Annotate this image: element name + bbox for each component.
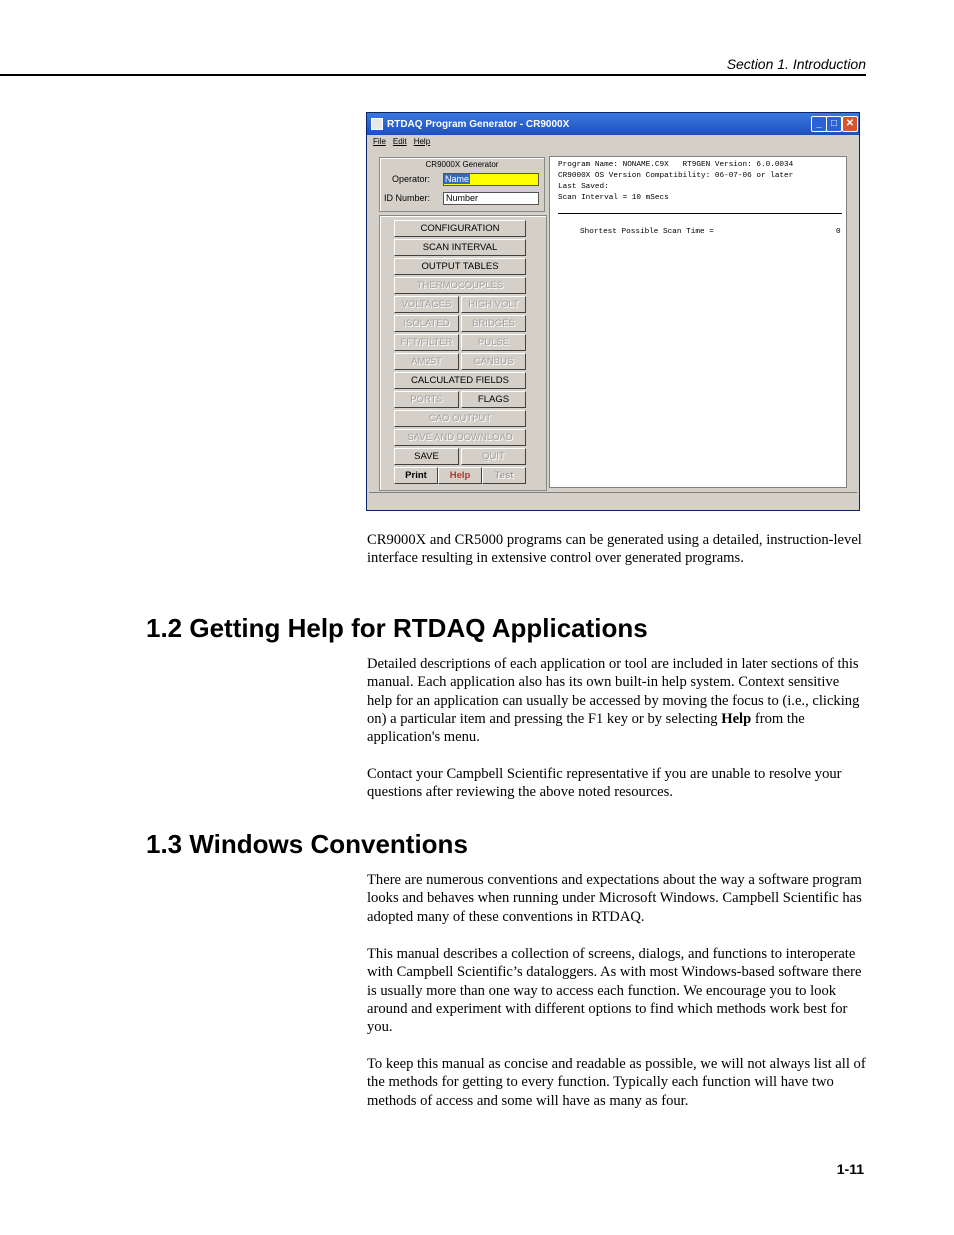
header-rule [0,74,866,76]
status-bar [369,492,857,507]
menu-edit[interactable]: Edit [392,137,407,146]
code-separator [558,213,842,214]
ports-button[interactable]: PORTS [394,391,459,408]
minimize-icon[interactable]: _ [811,116,827,132]
save-button[interactable]: SAVE [394,448,459,465]
quit-button[interactable]: QUIT [461,448,526,465]
generator-panel [379,157,545,481]
flags-button[interactable]: FLAGS [461,391,526,408]
code-line: Last Saved: [558,183,609,191]
window-titlebar [367,113,859,135]
canbus-button[interactable]: CANBUS [461,353,526,370]
menu-file[interactable]: File [373,137,386,146]
pulse-button[interactable]: PULSE [461,334,526,351]
operator-input[interactable] [443,173,539,186]
menubar [367,135,859,148]
fft-filter-button[interactable]: FFT/FILTER [394,334,459,351]
output-tables-button[interactable]: OUTPUT TABLES [394,258,526,275]
cao-output-button[interactable]: CAO OUTPUT [394,410,526,427]
bridges-button[interactable]: BRIDGES [461,315,526,332]
page-number: 1-11 [836,1161,864,1177]
generator-label: CR9000X Generator [425,160,499,169]
maximize-icon[interactable]: □ [826,116,842,132]
test-button[interactable]: Test [482,467,526,484]
generator-info-box [379,157,545,212]
section-1-3-paragraph-3: To keep this manual as concise and readable as possible, we will not always list all of the methods for getting to every function. Typically each function will have two methods of access and some will have as many as four. [367,1056,866,1109]
rtdaq-program-generator-window [366,112,860,511]
section-1-2-heading: 1.2 Getting Help for RTDAQ Applications [146,613,648,643]
save-and-download-button[interactable]: SAVE AND DOWNLOAD [394,429,526,446]
operator-label: Operator: [392,174,431,184]
app-icon [371,118,383,130]
am25t-button[interactable]: AM25T [394,353,459,370]
help-button[interactable]: Help [438,467,482,484]
code-line: Program Name: NONAME.C9X RT9GEN Version: 6.0.0034 [558,161,794,169]
section-1-3-paragraph-2: This manual describes a collection of screens, dialogs, and functions to interoperate with Campbell Scientific’s dataloggers. As with most Windows-based software there is usually more than one way to access each function. We encourage you to look around and experiment with different options to find which methods work best for you. [367,946,862,1036]
running-head: Section 1. Introduction [726,56,866,72]
p1-text-end: from the application's menu. [367,710,805,746]
configuration-button[interactable]: CONFIGURATION [394,220,526,237]
id-number-input[interactable]: Number [443,192,539,205]
high-volt-button[interactable]: HIGH VOLT [461,296,526,313]
program-summary-pane [549,156,847,488]
section-1-2-paragraph-1 [367,655,867,746]
intro-paragraph: CR9000X and CR5000 programs can be generated using a detailed, instruction-level interface resulting in extensive control over generated programs. [367,532,862,567]
scan-time-value: 0 [836,228,841,236]
scan-interval-button[interactable]: SCAN INTERVAL [394,239,526,256]
code-line: CR9000X OS Version Compatibility: 06-07-06 or later [558,172,794,180]
section-1-3-paragraph-1: There are numerous conventions and expectations about the way a software program looks and behaves when running under Microsoft Windows. Campbell Scientific has adopted many of these conventions in RTDAQ. [367,872,862,925]
print-button[interactable]: Print [394,467,438,484]
button-panel [379,215,547,491]
scan-time-label: Shortest Possible Scan Time = [580,228,714,236]
close-icon[interactable]: ✕ [842,116,858,132]
p1-text: Detailed descriptions of each application or tool are included in later sections of this manual. Each application also has its own built-in help system. Context sensitive help for an application can usually be accessed by moving the focus to (i.e., clicking on) a particular item and pressing the F1 key or by selecting [367,656,860,727]
window-title: RTDAQ Program Generator - CR9000X [387,118,570,130]
thermocouples-button[interactable]: THERMOCOUPLES [394,277,526,294]
id-number-label: ID Number: [384,193,431,203]
isolated-button[interactable]: ISOLATED [394,315,459,332]
section-1-3-heading: 1.3 Windows Conventions [146,829,468,859]
section-1-2-paragraph-2: Contact your Campbell Scientific representative if you are unable to resolve your questions after reviewing the above noted resources. [367,766,842,801]
menu-help[interactable]: Help [413,137,431,146]
code-line: Scan Interval = 10 mSecs [558,194,669,202]
voltages-button[interactable]: VOLTAGES [394,296,459,313]
operator-value: Name [445,174,470,184]
calculated-fields-button[interactable]: CALCULATED FIELDS [394,372,526,389]
help-bold: Help [721,710,752,727]
